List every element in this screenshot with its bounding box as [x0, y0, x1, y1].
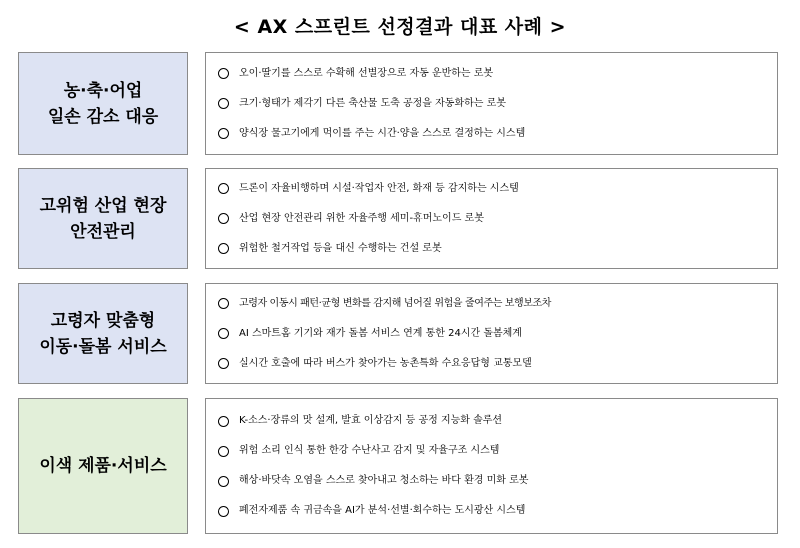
circle-bullet-icon	[218, 416, 229, 427]
category-label: 농·축·어업 일손 감소 대응	[47, 80, 159, 127]
category-label: 고위험 산업 현장 안전관리	[39, 195, 167, 242]
item-text: 크기·형태가 제각기 다른 축산물 도축 공정을 자동화하는 로봇	[239, 97, 506, 109]
list-item	[218, 436, 777, 466]
circle-bullet-icon	[218, 446, 229, 457]
list-item	[218, 349, 777, 379]
list-item	[218, 289, 777, 319]
item-text: 폐전자제품 속 귀금속을 AI가 분석·선별·회수하는 도시광산 시스템	[239, 505, 526, 516]
category-box	[18, 283, 188, 384]
category-box	[18, 52, 188, 155]
item-list	[205, 398, 778, 534]
page-title: < AX 스프린트 선정결과 대표 사례 >	[233, 16, 567, 38]
item-text: K-소스·장류의 맛 설계, 발효 이상감지 등 공정 지능화 솔루션	[239, 415, 503, 426]
circle-bullet-icon	[218, 183, 229, 194]
item-text: 드론이 자율비행하며 시설·작업자 안전, 화재 등 감지하는 시스템	[239, 182, 519, 194]
list-item	[218, 466, 777, 496]
list-item	[218, 204, 777, 234]
circle-bullet-icon	[218, 213, 229, 224]
circle-bullet-icon	[218, 298, 229, 309]
list-item	[218, 119, 777, 149]
category-label: 고령자 맞춤형 이동·돌봄 서비스	[39, 310, 167, 357]
circle-bullet-icon	[218, 358, 229, 369]
item-text: 위험한 철거작업 등을 대신 수행하는 건설 로봇	[239, 242, 442, 254]
list-item	[218, 59, 777, 89]
category-box	[18, 398, 188, 534]
item-text: AI 스마트홈 기기와 재가 돌봄 서비스 연계 통한 24시간 돌봄체계	[239, 327, 522, 339]
list-item	[218, 319, 777, 349]
circle-bullet-icon	[218, 243, 229, 254]
list-item	[218, 496, 777, 526]
circle-bullet-icon	[218, 506, 229, 517]
item-text: 위험 소리 인식 통한 한강 수난사고 감지 및 자율구조 시스템	[239, 445, 500, 456]
list-item	[218, 234, 777, 264]
item-text: 산업 현장 안전관리 위한 자율주행 세미-휴머노이드 로봇	[239, 212, 484, 224]
list-item	[218, 89, 777, 119]
circle-bullet-icon	[218, 68, 229, 79]
item-list	[205, 168, 778, 269]
circle-bullet-icon	[218, 476, 229, 487]
list-item	[218, 174, 777, 204]
category-box	[18, 168, 188, 269]
item-text: 실시간 호출에 따라 버스가 찾아가는 농촌특화 수요응답형 교통모델	[239, 357, 532, 369]
circle-bullet-icon	[218, 128, 229, 139]
item-text: 오이·딸기를 스스로 수확해 선별장으로 자동 운반하는 로봇	[239, 67, 494, 79]
item-text: 양식장 물고기에게 먹이를 주는 시간·양을 스스로 결정하는 시스템	[239, 127, 526, 139]
circle-bullet-icon	[218, 328, 229, 339]
item-text: 해상·바닷속 오염을 스스로 찾아내고 청소하는 바다 환경 미화 로봇	[239, 475, 529, 486]
category-label: 이색 제품·서비스	[39, 456, 167, 476]
item-list	[205, 52, 778, 155]
list-item	[218, 406, 777, 436]
item-list	[205, 283, 778, 384]
circle-bullet-icon	[218, 98, 229, 109]
item-text: 고령자 이동시 패턴·균형 변화를 감지해 넘어질 위험을 줄여주는 보행보조차	[239, 297, 552, 309]
